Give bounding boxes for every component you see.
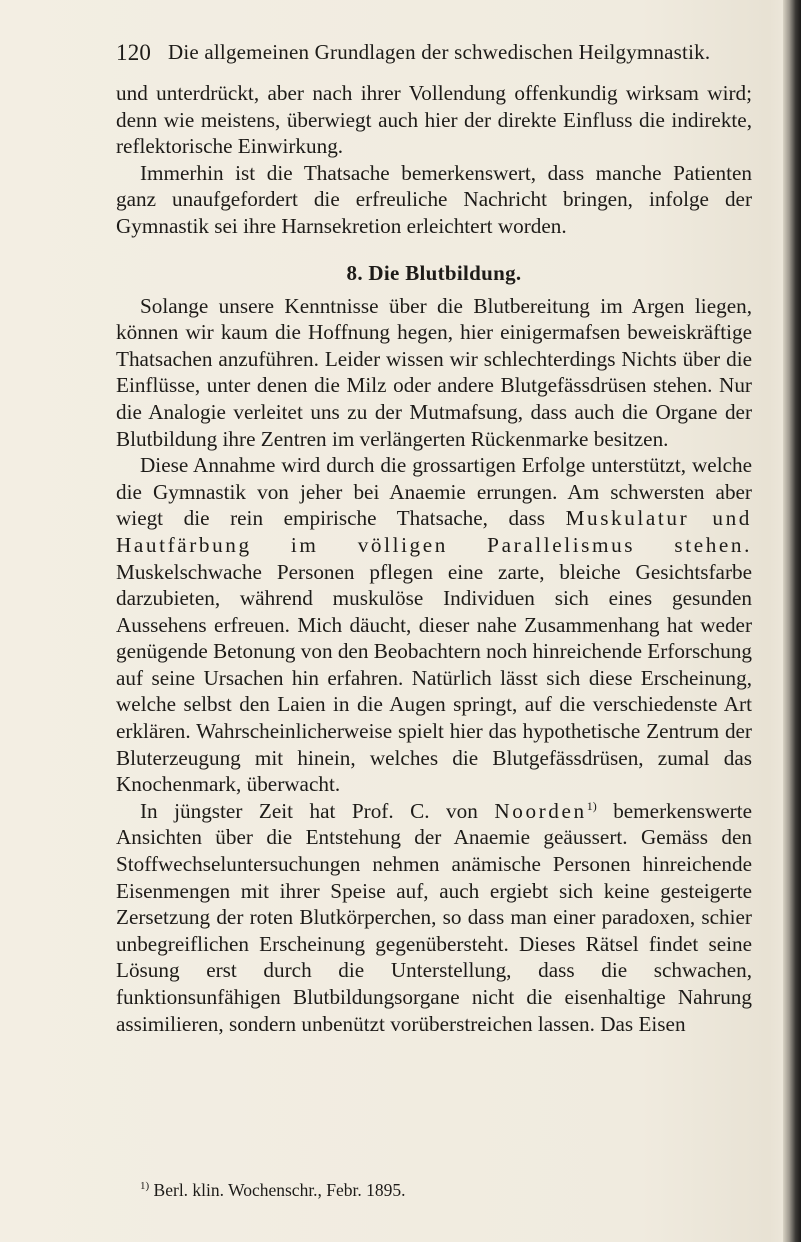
paragraph-continued: und unterdrückt, aber nach ihrer Vollendung offenkundig wirksam wird; denn wie meistens, überwiegt auch hier der direkte Einfluss die indirekte, reflektorische Einwirkung. (116, 81, 752, 159)
paragraph-annahme (116, 452, 752, 798)
section-heading: 8. Die Blutbildung. (346, 260, 522, 285)
paragraph-blutbereitung: Solange unsere Kenntnisse über die Blutbereitung im Argen liegen, können wir kaum die Hoffnung hegen, hier einigermafsen beweiskräftige Thatsachen anzuführen. Leider wissen wir schlechterdings Nichts über die Einflüsse, unter denen die Milz oder andere Blutgefässdrüsen stehen. Nur die Analogie verleitet uns zu der Mutmafsung, dass auch die Organe der Blutbildung ihre Zentren im verlängerten Rückenmarke besitzen. (116, 293, 752, 451)
running-header (116, 38, 736, 66)
footnote (140, 1180, 406, 1201)
footnote-reference[interactable]: 1) (586, 798, 597, 813)
paragraph-noorden (116, 798, 752, 1037)
paragraph-annahme-part-b: Muskelschwache Personen pflegen eine zarte, bleiche Gesichtsfarbe darzubieten, während muskulöse Individuen sich eines gesunden Aussehens erfreuen. Mich däucht, dieser nahe Zusammenhang hat weder genügende Betonung von den Beobachtern noch hinreichende Erforschung auf seine Ursachen hin erfahren. Natürlich lässt sich diese Erscheinung, welche selbst den Laien in die Augen springt, auf die verschiedenste Art erklären. Wahrscheinlicherweise spielt hier das hypothetische Zentrum der Bluterzeugung mit hinein, welches die Blutgefässdrüsen, zumal das Knochenmark, überwacht. (116, 559, 753, 797)
footnote-text: Berl. klin. Wochenschr., Febr. 1895. (153, 1180, 406, 1200)
paragraph-noorden-part-a: In jüngster Zeit hat Prof. C. von (140, 798, 478, 823)
running-title: Die allgemeinen Grundlagen der schwedischen Heilgymnastik. (168, 40, 711, 64)
page-body (116, 80, 752, 1037)
page-number: 120 (116, 40, 152, 65)
emphasized-spaced-text: Muskulatur und Hautfärbung im völligen Parallelismus stehen. (116, 506, 753, 557)
paragraph-harnsekretion: Immerhin ist die Thatsache bemerkenswert, dass manche Patienten ganz unaufgefordert die erfreuliche Nachricht bringen, infolge der Gymnastik sei ihre Harnsekretion erleichtert worden. (116, 160, 752, 238)
footnote-mark: 1) (140, 1180, 150, 1193)
author-name-spaced: Noorden (494, 798, 587, 823)
paragraph-noorden-part-b: bemerkenswerte Ansichten über die Entstehung der Anaemie geäussert. Gemäss den Stoffwechseluntersuchungen nehmen anämische Personen hinreichende Eisenmengen mit ihrer Speise auf, auch ergiebt sich keine gesteigerte Zersetzung der roten Blutkörperchen, so dass man einer paradoxen, schier unbegreiflichen Erscheinung gegenübersteht. Dieses Rätsel findet seine Lösung erst durch die Unterstellung, dass die schwachen, funktionsunfähigen Blutbildungsorgane nicht die eisenhaltige Nahrung assimilieren, sondern unbenützt vorüberstreichen lassen. Das Eisen (116, 798, 753, 1036)
book-spine-shadow (783, 0, 801, 1242)
paragraph-annahme-part-a: Diese Annahme wird durch die grossartigen Erfolge unterstützt, welche die Gymnastik von jeher bei Anaemie errungen. Am schwersten aber wiegt die rein empirische Thatsache, dass (116, 453, 752, 531)
